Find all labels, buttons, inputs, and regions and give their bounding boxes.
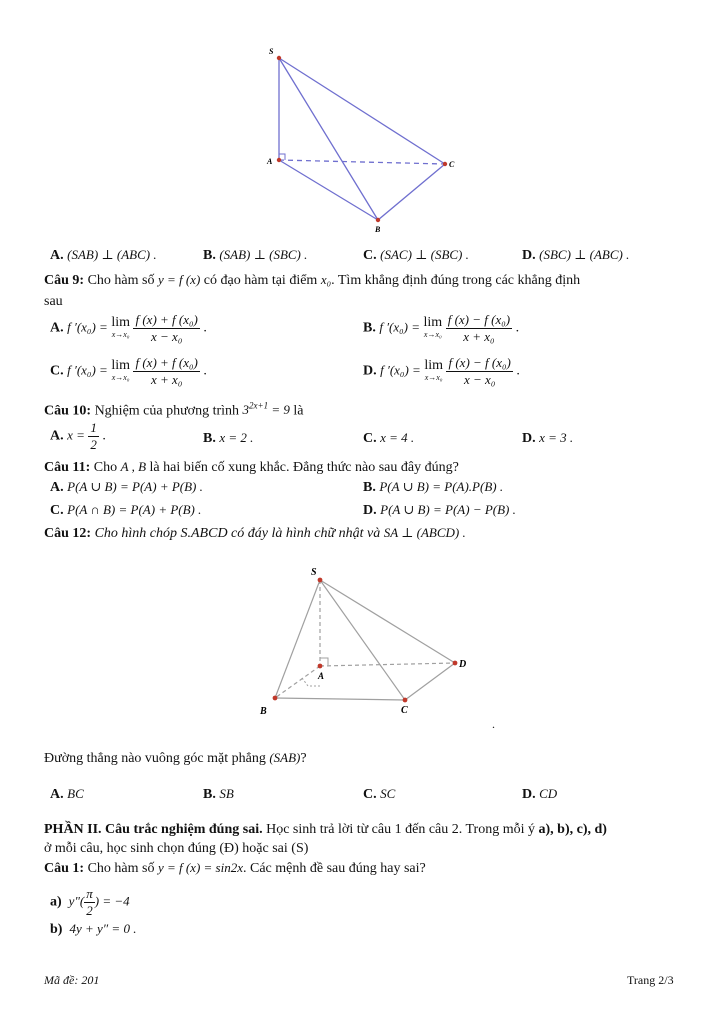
option-letter: A. (50, 480, 64, 495)
limit (111, 314, 130, 341)
pyramid-figure (250, 560, 480, 720)
q8-option-c[interactable] (363, 247, 469, 264)
stem-math: SA ⊥ (ABCD) . (383, 525, 466, 540)
item-math-rhs: ) = −4 (94, 893, 130, 909)
q12-option-d[interactable] (522, 786, 557, 803)
limit (423, 314, 443, 341)
vertex-a (318, 664, 323, 669)
question-text: Đường thẳng nào vuông góc mặt phẳng (44, 751, 266, 766)
q12-option-c[interactable] (363, 786, 395, 803)
stem-math: A , B (120, 459, 147, 474)
part2-q1-item-a[interactable] (50, 886, 130, 919)
lim-text: lim (111, 357, 130, 373)
option-math: x = 2 . (219, 430, 254, 445)
fraction (88, 420, 99, 453)
label-c: C (449, 160, 455, 169)
lim-text: lim (423, 314, 443, 330)
stem-text: . Các mệnh đề sau đúng hay sai? (243, 861, 426, 876)
q10-option-b[interactable] (203, 430, 253, 447)
label-s: S (269, 47, 274, 56)
label-a: A (267, 157, 273, 166)
fraction (84, 886, 95, 919)
option-letter: D. (363, 503, 377, 518)
numerator: f (x) − f (x₀) (447, 312, 511, 327)
edge-ad-hidden (320, 663, 455, 666)
option-letter: C. (50, 503, 64, 518)
vertex-c (403, 698, 408, 703)
stray-dot: . (492, 717, 495, 731)
item-math-lhs: y"( (68, 893, 85, 909)
option-letter: C. (363, 431, 377, 446)
question-label: Câu 1: (44, 861, 85, 876)
equation (243, 402, 290, 417)
part2-intro-items: a), b), c), d) (538, 822, 607, 837)
option-letter: B. (203, 248, 216, 263)
fraction (133, 355, 199, 388)
q11-option-c[interactable] (50, 502, 201, 519)
label-s: S (311, 567, 317, 578)
question-label: Câu 10: (44, 403, 92, 419)
figure1-edges (279, 58, 445, 220)
stem-text: Nghiệm của phương trình (94, 403, 240, 419)
item-label: a) (50, 894, 62, 910)
item-label: b) (50, 922, 63, 937)
edge-sb (275, 580, 320, 698)
stem-math: y = f (x) (157, 272, 201, 287)
option-lhs: f ′(x₀) = (380, 362, 421, 378)
edge-ac-hidden (279, 160, 445, 164)
option-math: P(A ∩ B) = P(A) + P(B) . (67, 502, 202, 517)
edge-sc (320, 580, 405, 700)
option-letter: B. (363, 480, 376, 495)
option-letter: B. (203, 787, 216, 802)
q10-stem (44, 401, 304, 419)
numerator: f (x) + f (x₀) (135, 312, 198, 327)
label-c: C (401, 705, 408, 716)
vertex-s (277, 56, 281, 60)
option-letter: B. (363, 320, 376, 336)
option-lhs: f ′(x₀) = (67, 319, 108, 335)
stem-text: là (293, 403, 304, 419)
option-math: BC (67, 786, 84, 801)
denominator: x + x₀ (463, 329, 495, 344)
q11-stem (44, 459, 459, 476)
option-letter: A. (50, 787, 64, 802)
lim-sub: x→x₀ (111, 329, 130, 339)
option-math: P(A ∪ B) = P(A) − P(B) . (380, 502, 516, 517)
eq-exponent: 2x+1 (249, 401, 269, 411)
stem-math: x₀ (320, 272, 332, 287)
option-math: x = 4 . (380, 430, 415, 445)
vertex-b (273, 696, 278, 701)
denominator: 2 (90, 437, 97, 452)
option-math: P(A ∪ B) = P(A).P(B) . (379, 479, 504, 494)
option-letter: C. (363, 787, 377, 802)
option-math: CD (539, 786, 558, 801)
edge-ab-hidden (275, 666, 320, 698)
option-letter: D. (522, 431, 536, 446)
tetrahedron-figure (262, 44, 462, 234)
option-letter: A. (50, 428, 64, 444)
option-lhs: f ′(x₀) = (67, 362, 108, 378)
q12-option-a[interactable] (50, 786, 84, 803)
numerator: f (x) − f (x₀) (448, 355, 511, 370)
question-label: Câu 9: (44, 273, 85, 288)
page-number: Trang 2/3 (627, 973, 674, 987)
stem-text: . Tìm khẳng định đúng trong các khẳng định (331, 273, 581, 288)
edge-ab (279, 160, 378, 220)
stem-text: Cho (93, 460, 118, 475)
label-b: B (260, 706, 267, 717)
option-math: (SBC) ⊥ (ABC) . (539, 247, 630, 262)
eq-base: 3 (242, 402, 250, 418)
q11-option-d[interactable] (363, 502, 516, 519)
stem-text: là hai biến cố xung khắc. Đẳng thức nào sau đây đúng? (149, 460, 459, 475)
q12-option-b[interactable] (203, 786, 234, 803)
eq-rhs: = 9 (271, 402, 290, 418)
vertex-s (318, 578, 323, 583)
option-lhs: f ′(x₀) = (379, 319, 421, 335)
label-a: A (318, 671, 325, 681)
label-d: D (459, 659, 467, 670)
numerator: π (86, 886, 93, 901)
option-letter: C. (50, 363, 64, 379)
question-label: Câu 12: (44, 526, 92, 541)
option-letter: C. (363, 248, 377, 263)
item-math: 4y + y″ = 0 . (69, 921, 137, 936)
vertex-c (443, 162, 447, 166)
q11-option-b[interactable] (363, 479, 503, 496)
option-letter: D. (363, 363, 377, 379)
limit (111, 357, 130, 384)
option-math: SB (219, 786, 234, 801)
exam-code: Mã đề: 201 (44, 973, 100, 987)
option-lhs: x = (67, 427, 85, 443)
q12-question (44, 750, 307, 767)
stem-text: có đạo hàm tại điểm (203, 273, 318, 288)
fraction (446, 312, 512, 345)
lim-sub: x→x₀ (111, 372, 130, 382)
q10-option-d[interactable] (522, 430, 573, 447)
edge-bc (275, 698, 405, 700)
vertex-d (453, 661, 458, 666)
stem-text: Cho hàm số (87, 273, 155, 288)
q10-option-a[interactable]: A. x = $\frac{1}{2}$ . (50, 420, 106, 452)
numerator: 1 (90, 420, 97, 435)
vertex-a (277, 158, 281, 162)
part2-intro-line2: ở mỗi câu, học sinh chọn đúng (Đ) hoặc sai (S) (44, 841, 309, 856)
lim-sub: x→x₀ (423, 329, 442, 339)
vertex-b (376, 218, 380, 222)
edge-sc (279, 58, 445, 164)
option-math: x = 3 . (539, 430, 574, 445)
option-math: P(A ∪ B) = P(A) + P(B) . (67, 479, 203, 494)
denominator: 2 (86, 903, 93, 918)
question-math: (SAB) (269, 750, 301, 765)
fraction (446, 355, 512, 388)
option-math: SC (380, 786, 396, 801)
option-math: (SAC) ⊥ (SBC) . (380, 247, 469, 262)
question-label: Câu 11: (44, 460, 91, 475)
lim-sub: x→x₀ (424, 372, 443, 382)
q10-option-c[interactable] (363, 430, 414, 447)
denominator: x − x₀ (151, 329, 183, 344)
option-letter: D. (522, 248, 536, 263)
part2-title: PHẦN II. Câu trắc nghiệm đúng sai. (44, 822, 263, 837)
label-b: B (375, 225, 381, 234)
part2-intro (44, 822, 607, 838)
fraction (133, 312, 199, 345)
option-math: (SAB) ⊥ (ABC) . (67, 247, 157, 262)
denominator: x + x₀ (151, 372, 183, 387)
q8-option-d[interactable] (522, 247, 629, 264)
edge-sb (279, 58, 378, 220)
part2-intro-text: Học sinh trả lời từ câu 1 đến câu 2. Trong mỗi ý (266, 822, 535, 837)
option-math: (SAB) ⊥ (SBC) . (219, 247, 308, 262)
option-letter: A. (50, 248, 64, 263)
q9-option-b[interactable]: B. f ′(x₀) = lim x→x₀ $\frac{\text{f (x) − f (x₀)}}{\text{x + x₀}}$ . (363, 312, 520, 344)
stem-text: Cho hình chóp S.ABCD có đáy là hình chữ nhật và (94, 526, 381, 541)
option-letter: A. (50, 320, 64, 336)
lim-text: lim (424, 357, 443, 373)
stem-math: y = f (x) = sin2x (157, 860, 243, 875)
option-letter: B. (203, 431, 216, 446)
denominator: x − x₀ (464, 372, 496, 387)
limit (424, 357, 443, 384)
edge-bc (378, 164, 445, 220)
question-text: ? (300, 751, 307, 766)
q9-stem-line2: sau (44, 294, 63, 309)
edge-sd (320, 580, 455, 663)
q9-option-c[interactable]: C. f ′(x₀) = lim x→x₀ $\frac{\text{f (x) + f (x₀)}}{\text{x + x₀}}$ . (50, 355, 207, 387)
q8-option-b[interactable] (203, 247, 307, 264)
q9-option-a[interactable]: A. f ′(x₀) = lim x→x₀ $\frac{\text{f (x) + f (x₀)}}{\text{x − x₀}}$ . (50, 312, 207, 344)
lim-text: lim (111, 314, 130, 330)
stem-text: Cho hàm số (87, 861, 155, 876)
figure2-edges (275, 580, 455, 700)
part2-q1-stem (44, 860, 426, 877)
q9-stem (44, 272, 580, 289)
part2-q1-item-b[interactable] (50, 921, 136, 938)
q9-option-d[interactable]: D. f ′(x₀) = lim x→x₀ $\frac{\text{f (x) − f (x₀)}}{\text{x − x₀}}$ . (363, 355, 520, 387)
q11-option-a[interactable] (50, 479, 203, 496)
option-letter: D. (522, 787, 536, 802)
edge-cd (405, 663, 455, 700)
q8-option-a[interactable] (50, 247, 157, 264)
numerator: f (x) + f (x₀) (135, 355, 198, 370)
q12-stem (44, 525, 466, 542)
